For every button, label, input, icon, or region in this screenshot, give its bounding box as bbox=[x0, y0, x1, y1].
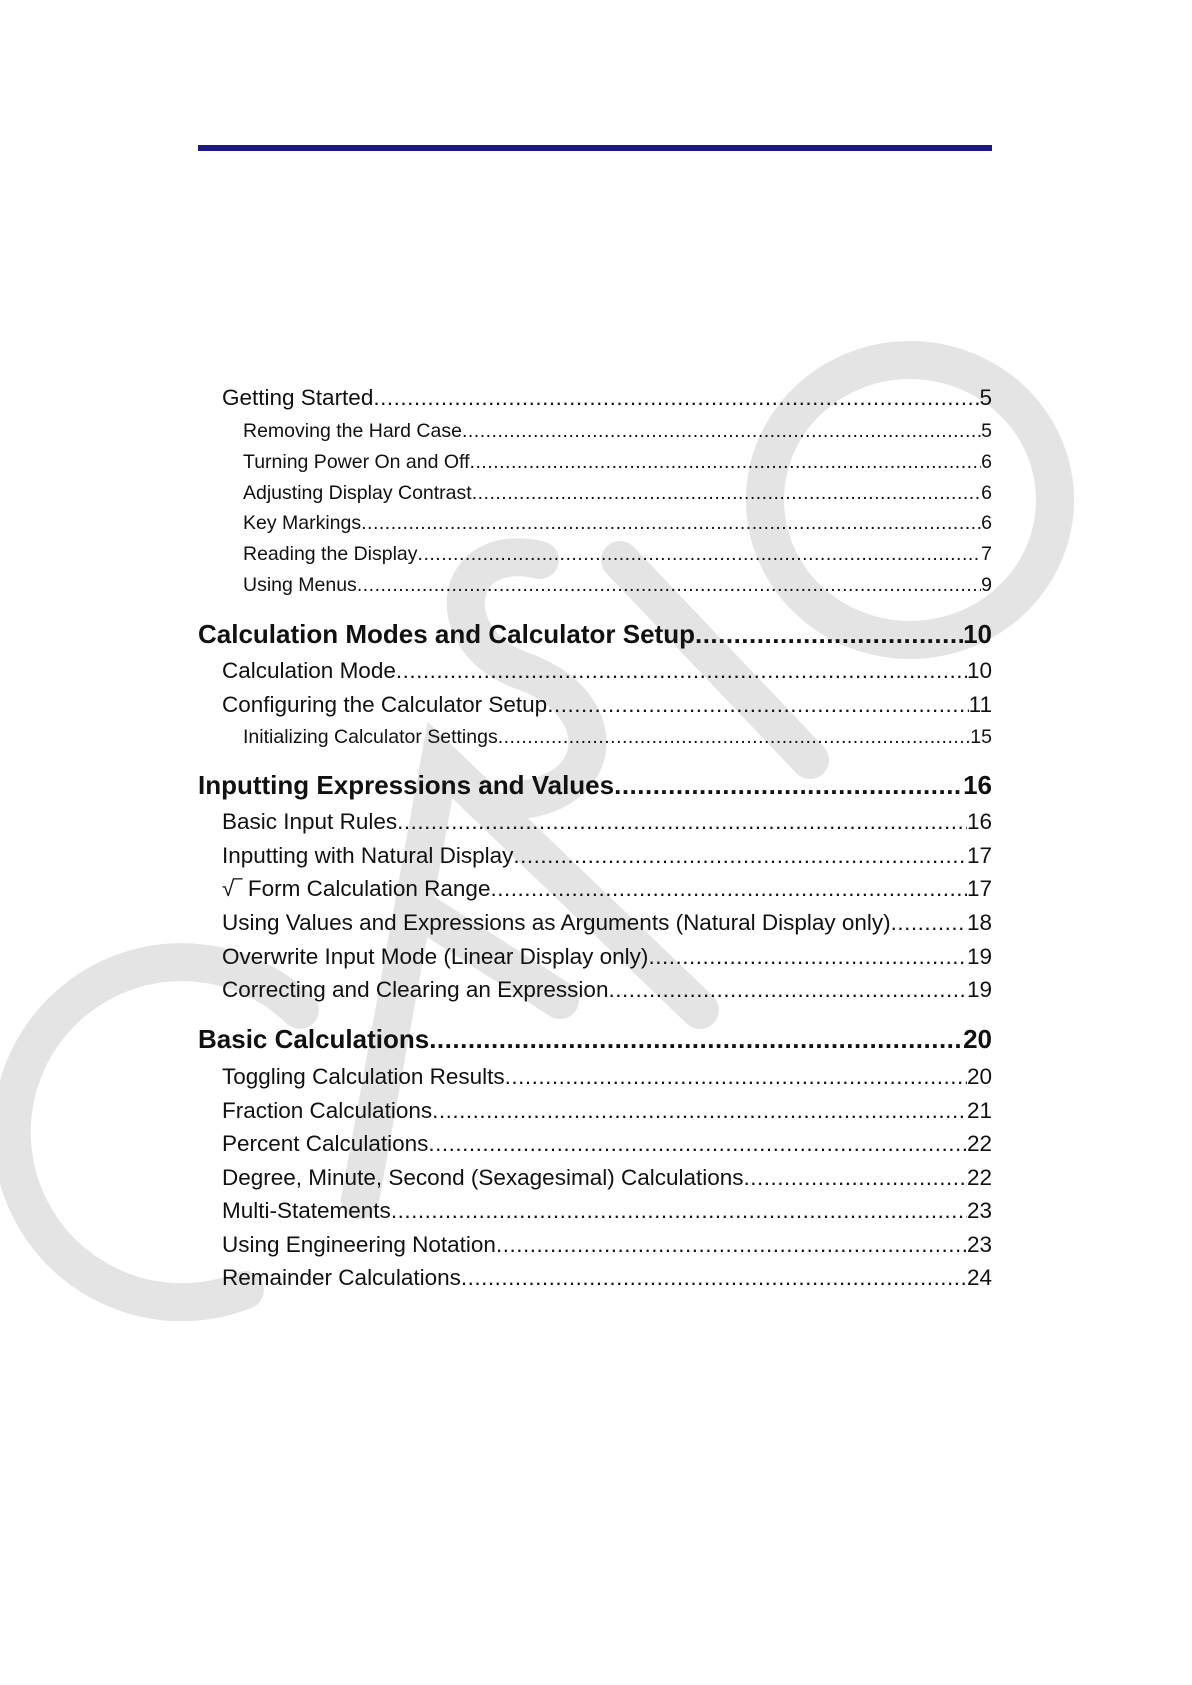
toc-entry-page: 11 bbox=[968, 692, 992, 717]
toc-entry-page: 16 bbox=[963, 770, 992, 800]
toc-entry[interactable] bbox=[198, 543, 992, 566]
toc-entry-page: 17 bbox=[966, 843, 992, 868]
toc-entry[interactable] bbox=[198, 1064, 992, 1090]
toc-entry-page: 18 bbox=[966, 910, 992, 935]
toc-entry-label: Multi-Statements bbox=[222, 1198, 391, 1223]
toc-entry-page: 23 bbox=[966, 1232, 992, 1257]
toc-section-heading[interactable] bbox=[198, 770, 992, 801]
toc-entry[interactable] bbox=[198, 1165, 992, 1191]
toc-entry-page: 5 bbox=[981, 420, 992, 442]
toc-entry-page: 20 bbox=[966, 1064, 992, 1089]
toc-entry-label: Configuring the Calculator Setup bbox=[222, 692, 548, 717]
toc-entry-label: Reading the Display bbox=[243, 543, 418, 565]
toc-entry-label: Basic Calculations bbox=[198, 1024, 430, 1054]
toc-entry-label: Using Engineering Notation bbox=[222, 1232, 496, 1257]
toc-entry-label: Form Calculation Range bbox=[247, 876, 491, 901]
toc-entry-page: 5 bbox=[979, 385, 992, 410]
toc-entry-page: 21 bbox=[966, 1098, 992, 1123]
toc-entry[interactable] bbox=[198, 1131, 992, 1157]
toc-entry[interactable] bbox=[198, 843, 992, 869]
toc-entry-label: Key Markings bbox=[243, 512, 362, 534]
toc-entry-label: Fraction Calculations bbox=[222, 1098, 433, 1123]
toc-entry-page: 7 bbox=[981, 543, 992, 565]
toc-entry-label: Remainder Calculations bbox=[222, 1265, 461, 1290]
toc-entry[interactable] bbox=[198, 910, 992, 936]
toc-entry-page: 10 bbox=[963, 619, 992, 649]
toc-entry-label: Percent Calculations bbox=[222, 1131, 429, 1156]
toc-entry[interactable] bbox=[198, 1098, 992, 1124]
toc-entry-page: 6 bbox=[981, 451, 992, 473]
toc-entry[interactable] bbox=[198, 512, 992, 535]
toc-entry-label: Inputting Expressions and Values bbox=[198, 770, 615, 800]
toc-entry[interactable] bbox=[198, 574, 992, 597]
toc-entry[interactable] bbox=[198, 1198, 992, 1224]
toc-entry-label: Correcting and Clearing an Expression bbox=[222, 977, 609, 1002]
toc-entry[interactable] bbox=[198, 692, 992, 718]
toc-entry-label: Getting Started bbox=[222, 385, 374, 410]
toc-entry-label: Using Values and Expressions as Arguments (Natural Display only) bbox=[222, 910, 891, 935]
table-of-contents bbox=[198, 0, 992, 1685]
toc-entry[interactable] bbox=[198, 1232, 992, 1258]
toc-entry-page: 22 bbox=[966, 1131, 992, 1156]
toc-entry-label: Degree, Minute, Second (Sexagesimal) Calculations bbox=[222, 1165, 744, 1190]
toc-entry-page: 23 bbox=[966, 1198, 992, 1223]
toc-entry-page: 24 bbox=[966, 1265, 992, 1290]
toc-entry-label: Toggling Calculation Results bbox=[222, 1064, 505, 1089]
toc-entry-page: 19 bbox=[966, 977, 992, 1002]
toc-entry-page: 6 bbox=[981, 512, 992, 534]
toc-entry-page: 6 bbox=[981, 482, 992, 504]
toc-entry-page: 15 bbox=[970, 726, 992, 748]
toc-entry[interactable] bbox=[198, 385, 992, 411]
toc-entry-page: 16 bbox=[966, 809, 992, 834]
toc-entry-page: 19 bbox=[966, 944, 992, 969]
toc-section-heading[interactable] bbox=[198, 619, 992, 650]
square-root-icon: √‾ bbox=[222, 876, 242, 901]
toc-entry-label: Overwrite Input Mode (Linear Display only) bbox=[222, 944, 649, 969]
toc-entry-label: Basic Input Rules bbox=[222, 809, 398, 834]
toc-entry-label: Initializing Calculator Settings bbox=[243, 726, 498, 748]
toc-entry-label: Calculation Mode bbox=[222, 658, 396, 683]
toc-entry-page: 10 bbox=[966, 658, 992, 683]
toc-entry-page: 20 bbox=[963, 1024, 992, 1054]
toc-entry-label: Using Menus bbox=[243, 574, 357, 596]
toc-entry[interactable] bbox=[198, 482, 992, 505]
toc-entry-label: Calculation Modes and Calculator Setup bbox=[198, 619, 695, 649]
toc-entry-label: Removing the Hard Case bbox=[243, 420, 462, 442]
toc-entry[interactable] bbox=[198, 451, 992, 474]
toc-entry-label: Inputting with Natural Display bbox=[222, 843, 514, 868]
toc-entry[interactable] bbox=[198, 1265, 992, 1291]
toc-entry[interactable] bbox=[198, 977, 992, 1003]
toc-entry[interactable] bbox=[198, 726, 992, 749]
toc-entry-page: 22 bbox=[966, 1165, 992, 1190]
toc-entry[interactable] bbox=[198, 809, 992, 835]
toc-entry-label: Turning Power On and Off bbox=[243, 451, 470, 473]
toc-entry-label: Adjusting Display Contrast bbox=[243, 482, 472, 504]
toc-section-heading[interactable] bbox=[198, 1024, 992, 1055]
toc-entry[interactable] bbox=[198, 658, 992, 684]
toc-entry-page: 17 bbox=[966, 876, 992, 901]
toc-entry[interactable] bbox=[198, 944, 992, 970]
toc-entry[interactable] bbox=[198, 876, 992, 902]
toc-entry-page: 9 bbox=[981, 574, 992, 596]
toc-entry[interactable] bbox=[198, 420, 992, 443]
